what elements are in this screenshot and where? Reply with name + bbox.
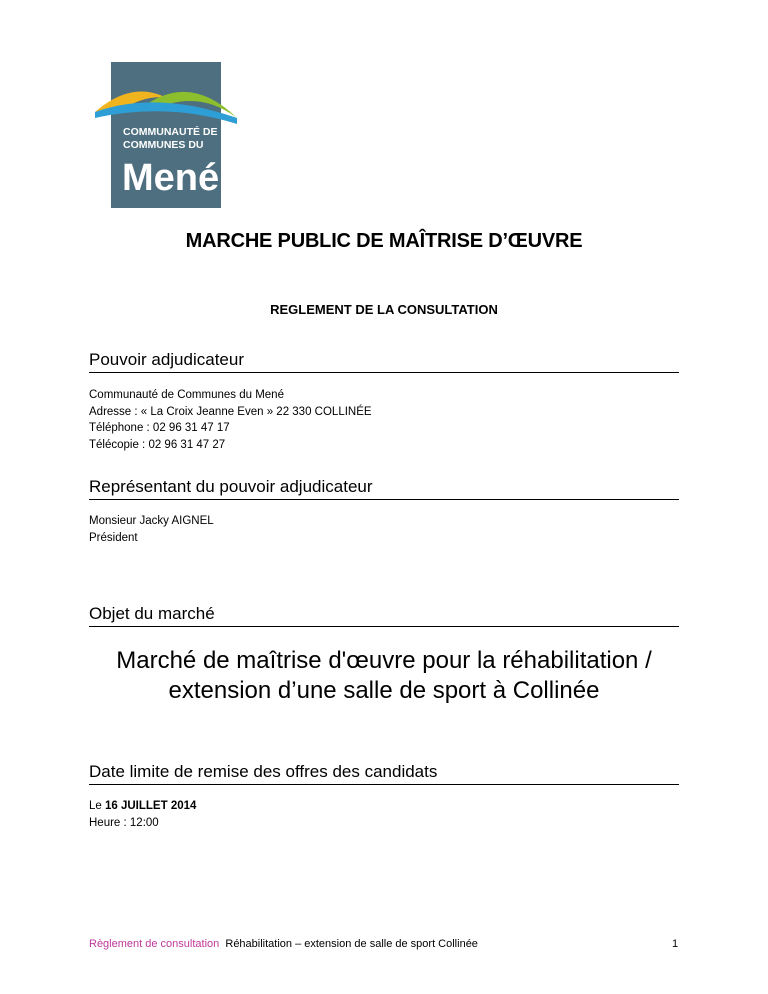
section-heading-objet: Objet du marché [89,603,679,627]
page-footer [89,938,478,950]
representant-line: Monsieur Jacky AIGNEL [89,515,214,527]
date-value: 16 JUILLET 2014 [105,800,197,812]
section-heading-representant: Représentant du pouvoir adjudicateur [89,476,679,500]
document-subtitle: REGLEMENT DE LA CONSULTATION [270,302,498,317]
document-title: MARCHE PUBLIC DE MAÎTRISE D’ŒUVRE [185,230,583,252]
page-number: 1 [672,938,679,950]
representant-details [89,513,214,546]
pouvoir-line: Communauté de Communes du Mené [89,389,284,401]
logo-line3: Mené [122,157,220,199]
date-limite-details [89,798,196,831]
objet-line1: Marché de maîtrise d'œuvre pour la réhabilitation / [116,647,652,674]
representant-line: Président [89,531,138,544]
pouvoir-details [89,387,372,453]
footer-label: Règlement de consultation [89,938,220,950]
pouvoir-line: Téléphone : 02 96 31 47 17 [89,422,230,434]
footer-text: Réhabilitation – extension de salle de sport Collinée [225,938,478,950]
logo-graphic [87,62,239,208]
objet-description [0,646,768,706]
logo-line2: COMMUNES DU [123,139,204,151]
pouvoir-line: Télécopie : 02 96 31 47 27 [89,438,226,451]
section-heading-date-limite: Date limite de remise des offres des candidats [89,761,679,785]
logo [87,62,239,208]
pouvoir-line: Adresse : « La Croix Jeanne Even » 22 330 COLLINÉE [89,405,372,418]
date-line [89,798,196,815]
section-heading-pouvoir: Pouvoir adjudicateur [89,349,679,373]
objet-line2: extension d’une salle de sport à Collinée [168,677,600,704]
date-prefix: Le [89,800,105,812]
heure-line: Heure : 12:00 [89,816,159,829]
logo-line1: COMMUNAUTÉ DE [123,126,218,138]
